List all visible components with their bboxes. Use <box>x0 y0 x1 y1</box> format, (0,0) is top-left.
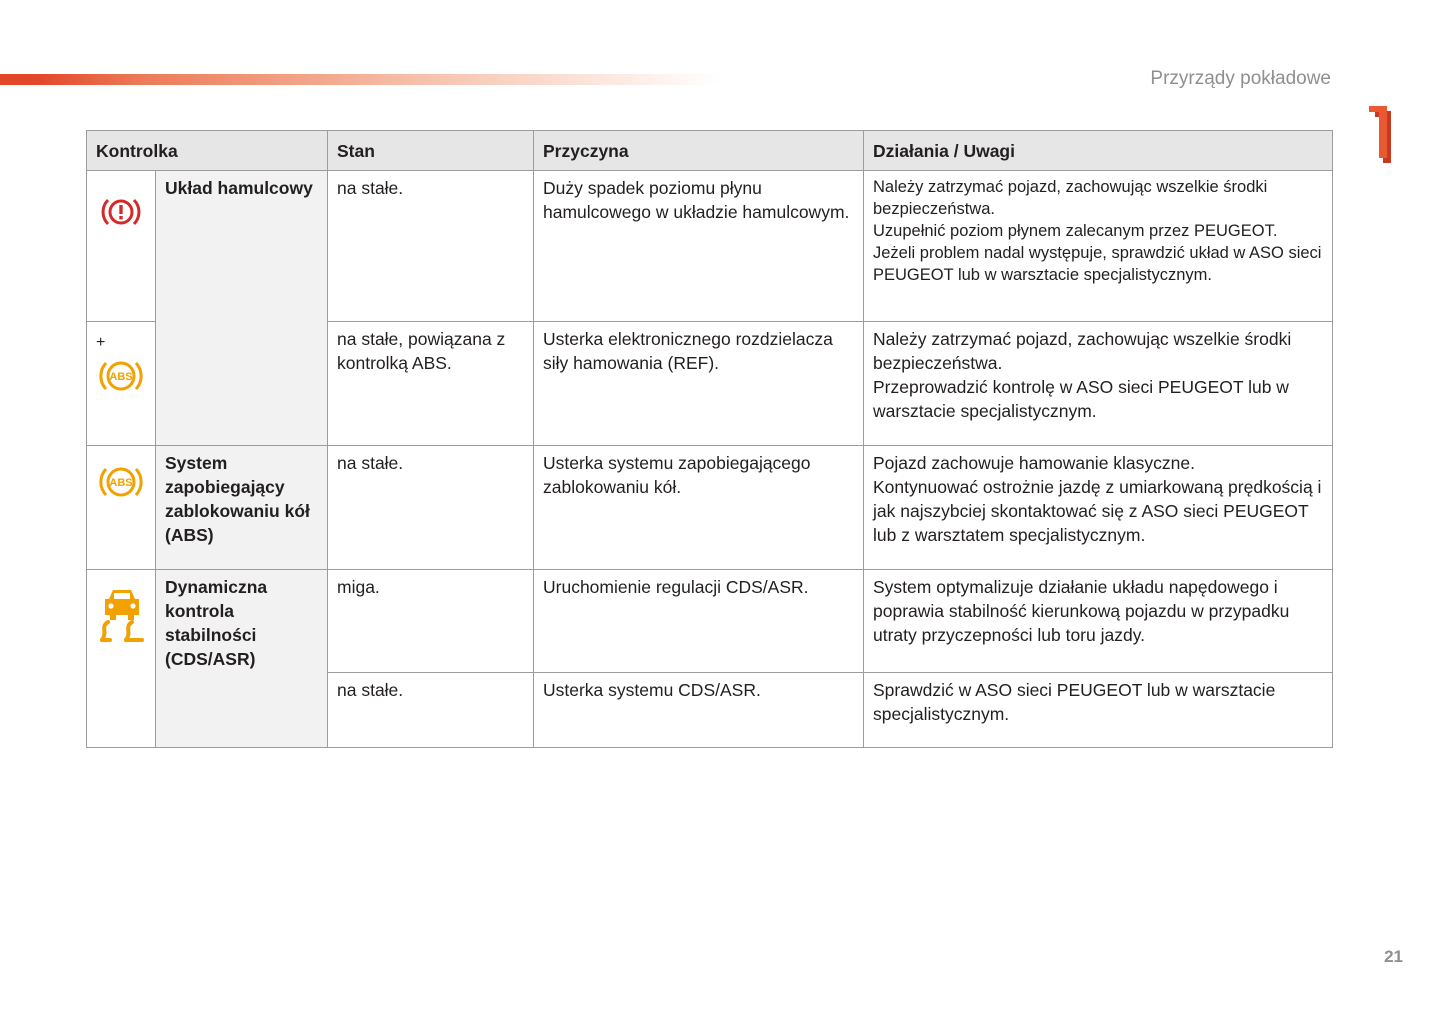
actions-cell <box>864 446 1333 570</box>
actions-cell <box>864 322 1333 446</box>
actions-cell <box>864 171 1333 322</box>
cause-cell: Uruchomienie regulacji CDS/ASR. <box>534 570 864 673</box>
column-header-kontrolka: Kontrolka <box>87 131 328 171</box>
column-header-przyczyna: Przyczyna <box>534 131 864 171</box>
svg-text:ABS: ABS <box>109 371 133 383</box>
cause-cell: Usterka elektronicznego rozdzielacza siły hamowania (REF). <box>534 322 864 446</box>
action-line: Przeprowadzić kontrolę w ASO sieci PEUGEOT lub w warsztacie specjalistycznym. <box>873 377 1289 421</box>
abs-icon <box>97 357 145 395</box>
system-name-brakes: Układ hamulcowy <box>156 171 328 446</box>
action-line: Sprawdzić w ASO sieci PEUGEOT lub w warsztacie specjalistycznym. <box>873 680 1276 724</box>
chapter-number <box>1366 103 1400 165</box>
state-cell: na stałe, powiązana z kontrolką ABS. <box>328 322 534 446</box>
table-row <box>87 446 1333 570</box>
brake-warning-icon <box>99 194 143 230</box>
action-line: Uzupełnić poziom płynem zalecanym przez PEUGEOT. <box>873 222 1278 240</box>
system-name-cds-asr: Dynamiczna kontrola stabilności (CDS/ASR) <box>156 570 328 748</box>
icon-cell <box>87 171 156 322</box>
state-cell: na stałe. <box>328 673 534 748</box>
cause-cell: Usterka systemu zapobiegającego zablokowaniu kół. <box>534 446 864 570</box>
table-row <box>87 171 1333 322</box>
action-line: Należy zatrzymać pojazd, zachowując wszelkie środki bezpieczeństwa. <box>873 178 1268 218</box>
system-name-abs: System zapobiegający zablokowaniu kół (ABS) <box>156 446 328 570</box>
state-cell: na stałe. <box>328 171 534 322</box>
page-number: 21 <box>1384 947 1403 966</box>
action-line: Pojazd zachowuje hamowanie klasyczne. <box>873 453 1195 473</box>
state-cell: miga. <box>328 570 534 673</box>
actions-cell <box>864 673 1333 748</box>
table-row <box>87 570 1333 673</box>
header-accent-bar <box>0 74 720 85</box>
action-line: System optymalizuje działanie układu napędowego i poprawia stabilność kierunkową pojazdu w przypadku utraty przyczepności lub toru jazdy. <box>873 577 1290 645</box>
abs-icon <box>97 463 145 501</box>
action-line: Należy zatrzymać pojazd, zachowując wszelkie środki bezpieczeństwa. <box>873 329 1292 373</box>
action-line: Jeżeli problem nadal występuje, sprawdzić układ w ASO sieci PEUGEOT lub w warsztacie specjalistycznym. <box>873 244 1322 284</box>
warning-lights-table <box>86 130 1333 748</box>
actions-cell <box>864 570 1333 673</box>
icon-cell <box>87 570 156 748</box>
icon-cell <box>87 322 156 446</box>
table-header-row <box>87 131 1333 171</box>
state-cell: na stałe. <box>328 446 534 570</box>
stability-control-icon <box>96 585 148 643</box>
chapter-number-text: 1 <box>1383 143 1384 144</box>
plus-sign: + <box>96 334 106 351</box>
action-line: Kontynuować ostrożnie jazdę z umiarkowaną prędkością i jak najszybciej skontaktować się z ASO sieci PEUGEOT lub z warsztatem specjalistycznym. <box>873 477 1322 545</box>
cause-cell: Duży spadek poziomu płynu hamulcowego w układzie hamulcowym. <box>534 171 864 322</box>
cause-cell: Usterka systemu CDS/ASR. <box>534 673 864 748</box>
icon-cell <box>87 446 156 570</box>
section-title: Przyrządy pokładowe <box>1150 68 1331 89</box>
column-header-dzialania: Działania / Uwagi <box>864 131 1333 171</box>
svg-text:ABS: ABS <box>109 477 133 489</box>
column-header-stan: Stan <box>328 131 534 171</box>
